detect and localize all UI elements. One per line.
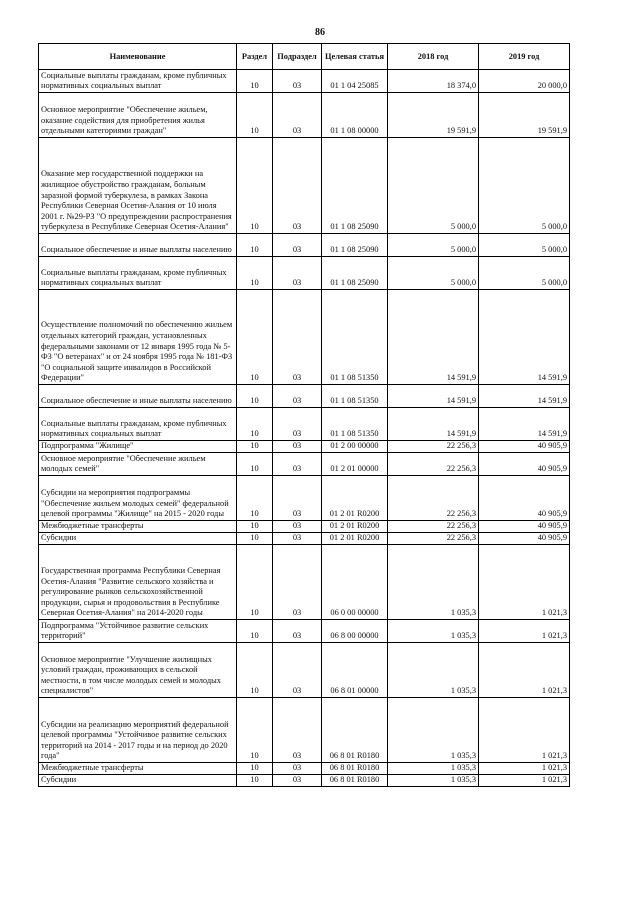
- table-row: [39, 698, 570, 763]
- row-value-2018: 5 000,0: [388, 234, 479, 257]
- row-name: Социальные выплаты гражданам, кроме публичных нормативных социальных выплат: [39, 408, 237, 441]
- row-target-article: 01 1 08 51350: [322, 385, 388, 408]
- table-row: [39, 408, 570, 441]
- table-header-row: [39, 44, 570, 70]
- row-value-2019: 1 021,3: [479, 763, 570, 775]
- row-name: Осуществление полномочий по обеспечению жильем отдельных категорий граждан, установленных федеральными законами от 12 января 1995 года № 5-ФЗ "О ветеранах" и от 24 ноября 1995 года № 181-ФЗ "О социальной защите инвалидов в Российской Федерации": [39, 290, 237, 385]
- row-value-2018: 5 000,0: [388, 257, 479, 290]
- row-target-article: 06 8 01 R0180: [322, 698, 388, 763]
- row-razdel: 10: [237, 234, 273, 257]
- row-podrazdel: 03: [273, 775, 322, 787]
- row-name: Субсидии на реализацию мероприятий федеральной целевой программы "Устойчивое развитие сельских территорий на 2014 - 2017 годы и на период до 2020 года": [39, 698, 237, 763]
- budget-table: [38, 43, 570, 787]
- row-target-article: 01 1 08 25090: [322, 234, 388, 257]
- row-target-article: 01 1 08 00000: [322, 93, 388, 138]
- row-razdel: 10: [237, 93, 273, 138]
- table-row: [39, 257, 570, 290]
- row-target-article: 06 8 01 00000: [322, 643, 388, 698]
- row-value-2018: 1 035,3: [388, 775, 479, 787]
- row-podrazdel: 03: [273, 385, 322, 408]
- row-value-2018: 22 256,3: [388, 521, 479, 533]
- row-podrazdel: 03: [273, 521, 322, 533]
- row-name: Основное мероприятие "Улучшение жилищных условий граждан, проживающих в сельской местности, в том числе молодых семей и молодых специалистов": [39, 643, 237, 698]
- row-target-article: 06 8 01 R0180: [322, 775, 388, 787]
- row-podrazdel: 03: [273, 763, 322, 775]
- row-value-2018: 18 374,0: [388, 70, 479, 93]
- row-value-2019: 5 000,0: [479, 234, 570, 257]
- table-row: [39, 234, 570, 257]
- row-value-2019: 40 905,9: [479, 521, 570, 533]
- row-name: Социальные выплаты гражданам, кроме публичных нормативных социальных выплат: [39, 257, 237, 290]
- row-razdel: 10: [237, 290, 273, 385]
- table-row: [39, 763, 570, 775]
- row-razdel: 10: [237, 643, 273, 698]
- header-razdel: Раздел: [237, 44, 273, 70]
- row-target-article: 06 8 01 R0180: [322, 763, 388, 775]
- table-row: [39, 385, 570, 408]
- row-name: Субсидии: [39, 533, 237, 545]
- row-target-article: 01 2 01 R0200: [322, 521, 388, 533]
- row-razdel: 10: [237, 763, 273, 775]
- row-razdel: 10: [237, 257, 273, 290]
- row-value-2019: 40 905,9: [479, 533, 570, 545]
- row-value-2019: 14 591,9: [479, 290, 570, 385]
- row-value-2018: 22 256,3: [388, 453, 479, 476]
- row-target-article: 06 0 00 00000: [322, 545, 388, 620]
- row-podrazdel: 03: [273, 476, 322, 521]
- row-value-2018: 22 256,3: [388, 476, 479, 521]
- row-target-article: 06 8 00 00000: [322, 620, 388, 643]
- row-value-2019: 19 591,9: [479, 93, 570, 138]
- row-podrazdel: 03: [273, 441, 322, 453]
- header-2019: 2019 год: [479, 44, 570, 70]
- row-razdel: 10: [237, 70, 273, 93]
- row-value-2019: 1 021,3: [479, 545, 570, 620]
- row-name: Социальное обеспечение и иные выплаты населению: [39, 385, 237, 408]
- row-target-article: 01 1 04 25085: [322, 70, 388, 93]
- row-name: Подпрограмма "Устойчивое развитие сельских территорий": [39, 620, 237, 643]
- row-razdel: 10: [237, 453, 273, 476]
- row-name: Социальное обеспечение и иные выплаты населению: [39, 234, 237, 257]
- header-2018: 2018 год: [388, 44, 479, 70]
- row-value-2018: 22 256,3: [388, 441, 479, 453]
- row-podrazdel: 03: [273, 234, 322, 257]
- table-row: [39, 290, 570, 385]
- row-target-article: 01 1 08 25090: [322, 257, 388, 290]
- table-row: [39, 93, 570, 138]
- table-row: [39, 441, 570, 453]
- row-podrazdel: 03: [273, 138, 322, 234]
- row-name: Основное мероприятие "Обеспечение жильем, оказание содействия для приобретения жилья отдельными категориями граждан": [39, 93, 237, 138]
- row-razdel: 10: [237, 521, 273, 533]
- row-razdel: 10: [237, 138, 273, 234]
- row-podrazdel: 03: [273, 453, 322, 476]
- row-podrazdel: 03: [273, 643, 322, 698]
- row-podrazdel: 03: [273, 93, 322, 138]
- row-value-2019: 20 000,0: [479, 70, 570, 93]
- table-row: [39, 775, 570, 787]
- row-value-2019: 5 000,0: [479, 257, 570, 290]
- row-value-2019: 40 905,9: [479, 441, 570, 453]
- table-row: [39, 521, 570, 533]
- table-row: [39, 453, 570, 476]
- row-name: Межбюджетные трансферты: [39, 763, 237, 775]
- row-razdel: 10: [237, 533, 273, 545]
- row-value-2018: 22 256,3: [388, 533, 479, 545]
- row-target-article: 01 1 08 51350: [322, 408, 388, 441]
- row-value-2019: 40 905,9: [479, 453, 570, 476]
- row-value-2018: 1 035,3: [388, 698, 479, 763]
- row-razdel: 10: [237, 545, 273, 620]
- row-podrazdel: 03: [273, 70, 322, 93]
- row-value-2018: 5 000,0: [388, 138, 479, 234]
- row-value-2018: 14 591,9: [388, 408, 479, 441]
- row-razdel: 10: [237, 441, 273, 453]
- row-podrazdel: 03: [273, 290, 322, 385]
- table-row: [39, 643, 570, 698]
- row-name: Государственная программа Республики Северная Осетия-Алания "Развитие сельского хозяйства и регулирование рынков сельскохозяйственной продукции, сырья и продовольствия в Республике Северная Осетия-Алания" на 2014-2020 годы: [39, 545, 237, 620]
- row-value-2018: 1 035,3: [388, 620, 479, 643]
- table-row: [39, 545, 570, 620]
- row-target-article: 01 1 08 25090: [322, 138, 388, 234]
- row-name: Субсидии: [39, 775, 237, 787]
- row-value-2019: 1 021,3: [479, 643, 570, 698]
- table-row: [39, 620, 570, 643]
- header-name: Наименование: [39, 44, 237, 70]
- page-number: 86: [315, 27, 325, 38]
- row-value-2019: 1 021,3: [479, 698, 570, 763]
- row-value-2019: 14 591,9: [479, 408, 570, 441]
- header-statya: Целевая статья: [322, 44, 388, 70]
- row-name: Субсидии на мероприятия подпрограммы "Обеспечение жильем молодых семей" федеральной целевой программы "Жилище" на 2015 - 2020 годы: [39, 476, 237, 521]
- table-row: [39, 533, 570, 545]
- row-value-2019: 1 021,3: [479, 775, 570, 787]
- table-row: [39, 70, 570, 93]
- row-target-article: 01 2 01 R0200: [322, 533, 388, 545]
- row-value-2019: 40 905,9: [479, 476, 570, 521]
- row-razdel: 10: [237, 620, 273, 643]
- row-value-2019: 14 591,9: [479, 385, 570, 408]
- table-row: [39, 138, 570, 234]
- row-value-2018: 14 591,9: [388, 290, 479, 385]
- table-row: [39, 476, 570, 521]
- row-value-2018: 14 591,9: [388, 385, 479, 408]
- row-name: Оказание мер государственной поддержки на жилищное обустройство гражданам, больным заразной формой туберкулеза, в рамках Закона Республики Северная Осетия-Алания от 10 июля 2001 г. №29-РЗ "О предупреждении распространения туберкулеза в Республике Северная Осетия-Алания": [39, 138, 237, 234]
- row-podrazdel: 03: [273, 620, 322, 643]
- row-podrazdel: 03: [273, 408, 322, 441]
- row-razdel: 10: [237, 408, 273, 441]
- row-name: Основное мероприятие "Обеспечение жильем молодых семей": [39, 453, 237, 476]
- row-podrazdel: 03: [273, 698, 322, 763]
- row-value-2018: 1 035,3: [388, 545, 479, 620]
- row-razdel: 10: [237, 698, 273, 763]
- row-name: Социальные выплаты гражданам, кроме публичных нормативных социальных выплат: [39, 70, 237, 93]
- row-target-article: 01 1 08 51350: [322, 290, 388, 385]
- row-value-2018: 19 591,9: [388, 93, 479, 138]
- row-razdel: 10: [237, 385, 273, 408]
- row-podrazdel: 03: [273, 533, 322, 545]
- row-podrazdel: 03: [273, 545, 322, 620]
- row-value-2018: 1 035,3: [388, 763, 479, 775]
- row-target-article: 01 2 01 00000: [322, 453, 388, 476]
- row-name: Подпрограмма "Жилище": [39, 441, 237, 453]
- row-target-article: 01 2 01 R0200: [322, 476, 388, 521]
- header-podrazdel: Подраздел: [273, 44, 322, 70]
- row-target-article: 01 2 00 00000: [322, 441, 388, 453]
- row-razdel: 10: [237, 775, 273, 787]
- row-value-2019: 1 021,3: [479, 620, 570, 643]
- row-value-2018: 1 035,3: [388, 643, 479, 698]
- row-value-2019: 5 000,0: [479, 138, 570, 234]
- row-name: Межбюджетные трансферты: [39, 521, 237, 533]
- row-razdel: 10: [237, 476, 273, 521]
- row-podrazdel: 03: [273, 257, 322, 290]
